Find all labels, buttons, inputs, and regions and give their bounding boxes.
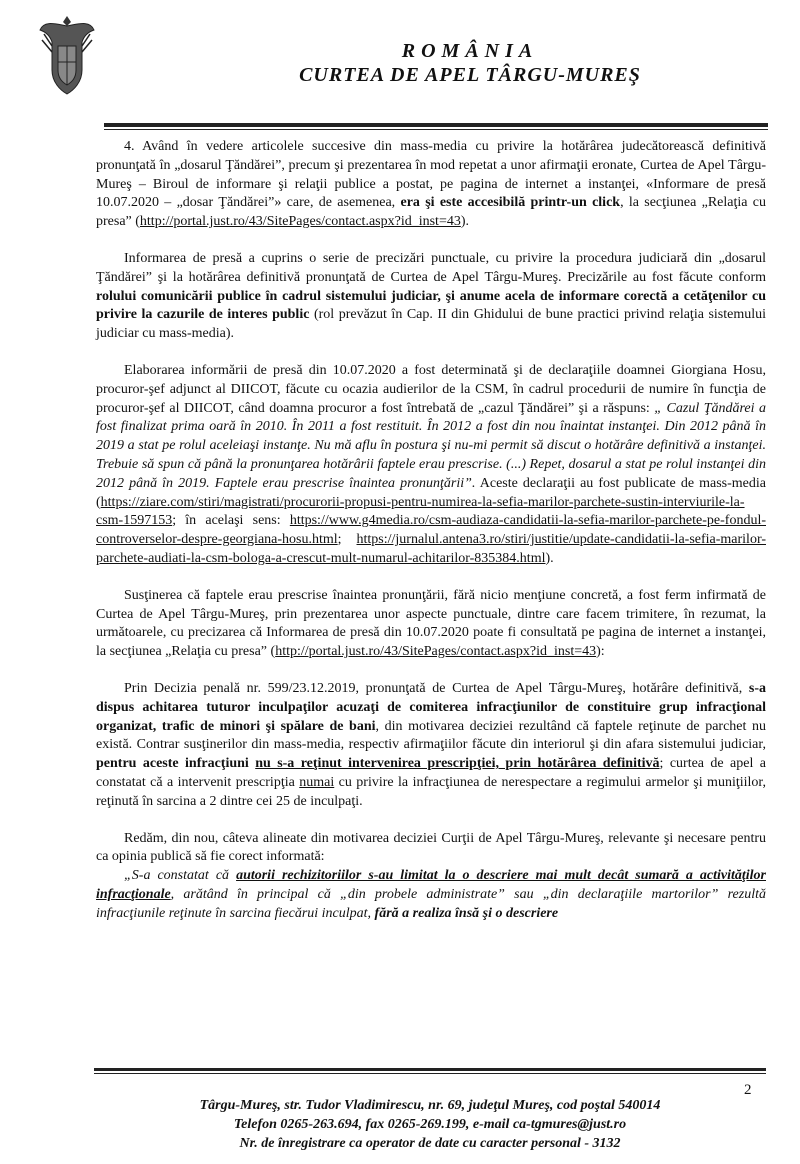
paragraph-text: Aceste declaraţii au fost publicate de mass-media ( (96, 475, 766, 510)
footer (90, 1096, 770, 1153)
ziare-link[interactable]: https://ziare.com/stiri/magistrati/procurorii-propusi-pentru-numirea-la-sefia-marilor-parchete-sustin-interviurile-la-csm-1597153 (96, 494, 745, 529)
paragraph-text: , din motivarea deciziei rezultând că faptele reţinute de parchet nu există. Contrar susţinerilor din mass-media, respectiv afirmaţiilor făcute din interiorul şi din afara sistemului judiciar, (96, 718, 766, 753)
coat-of-arms-icon (38, 12, 96, 98)
footer-registration: Nr. de înregistrare ca operator de date cu caracter personal - 3132 (239, 1136, 621, 1151)
bold-underline-text: nu s-a reţinut intervenirea prescripţiei, prin hotărârea definitivă (255, 756, 660, 772)
underline-text: numai (299, 774, 335, 790)
paragraph-text: 4. Având în vedere articolele succesive din mass-media cu privire la hotărârea judecătorească definitivă pronunţată în „dosarul Ţăndărei”, precum şi prezentarea în mod repetat a unor afirmaţii eronate, Curtea de Apel Târgu-Mureş – Biroul de informare şi relaţii publice a postat, pe pagina de internet a instanţei, «Informare de presă 10.07.2020 – „dosar Ţăndărei”» care, de asemenea, (96, 139, 766, 211)
header-divider-thin (104, 129, 768, 130)
paragraph-text: Informarea de presă a cuprins o serie de precizări punctuale, cu privire la procedura judiciară din „dosarul Ţăndărei” şi la hotărârea definitivă pronunţată de Curtea de Apel Târgu-Mureş. Precizările au fost făcute conform (96, 250, 766, 285)
paragraph-quote (96, 867, 766, 923)
paragraph-text: ; în acelaşi sens: (172, 513, 290, 529)
paragraph-text: cu privire la infracţiunea de nerespectare a regimului armelor şi muniţiilor, reţinută în sarcina a 2 dintre cei 25 de inculpaţi. (96, 774, 766, 809)
header-country: ROMÂNIA (401, 40, 539, 62)
document-body (96, 138, 766, 941)
quote-text: „S-a constatat că (124, 868, 237, 884)
g4media-link[interactable]: https://www.g4media.ro/csm-audiaza-candidatii-la-sefia-marilor-parchete-pe-fondul-controverselor-despre-georgiana-hosu.html (96, 513, 766, 548)
footer-divider-thin (94, 1073, 766, 1074)
paragraph-restate (96, 830, 766, 868)
paragraph-text: ; curtea de apel a constatat că a intervenit prescripţia (96, 756, 767, 790)
bold-text: s-a dispus achitarea tuturor inculpaţilor acuzaţi de comiterea infracţiunilor de constituire grup infracţional organizat, trafic de minori şi spălare de bani (96, 680, 766, 734)
paragraph-text: , la secţiunea „Relaţia cu presa” ( (96, 195, 767, 230)
paragraph-text: Prin Decizia penală nr. 599/23.12.2019, pronunţată de Curtea de Apel Târgu-Mureş, hotărâre definitivă, (124, 680, 749, 696)
quote-text: , arătând în principal că „din probele administrate” sau „din declaraţiile martorilor” rezultă infracţiunile reţinute în sarcina fiecărui inculpat, (96, 886, 766, 921)
paragraph-text: Redăm, din nou, câteva alineate din motivarea deciziei Curţii de Apel Târgu-Mureş, relevante şi necesare pentru ca opinia publică să fie corect informată: (96, 830, 766, 865)
header-court: CURTEA DE APEL TÂRGU-MUREŞ (299, 64, 641, 86)
footer-divider (94, 1068, 766, 1071)
paragraph-text: (rol prevăzut în Cap. II din Ghidului de bune practici privind relaţia sistemului judiciar cu mass-media). (96, 307, 767, 342)
paragraph-elaboration (96, 362, 766, 569)
paragraph-support (96, 587, 766, 662)
paragraph-text: Elaborarea informării de presă din 10.07.2020 a fost determinată şi de declaraţiile doamnei Giorgiana Hosu, procuror-şef adjunct al DIICOT, făcute cu ocazia audierilor de la CSM, în cadrul procedurii de numire în funcţia de procuror-şef al DIICOT, când doamna procuror a fost întrebată de „cazul Ţăndărei” şi a răspuns: (96, 362, 766, 416)
bold-underline-text: autorii rechizitoriilor s-au limitat la o descriere mai mult decât sumară a activităţilor infracţionale (96, 868, 766, 902)
paragraph-4 (96, 138, 766, 232)
page-number: 2 (744, 1082, 752, 1098)
press-page-link[interactable]: http://portal.just.ro/43/SitePages/contact.aspx?id_inst=43 (275, 644, 597, 660)
bold-text: fără a realiza însă şi o descriere (374, 905, 559, 921)
paragraph-text: ): (596, 644, 605, 660)
paragraph-text: Susţinerea că faptele erau prescrise înaintea pronunţării, fără nicio menţiune concretă, a fost ferm infirmată de Curtea de Apel Târgu-Mureş, prin prezentarea unor aspecte punctuale, dintre care facem trimitere, în rezumat, la următoarele, cu precizarea că Informarea de presă din 10.07.2020 poate fi consultată pe pagina de internet a instanţei, la secţiunea „Relaţia cu presa” ( (96, 587, 766, 660)
bold-text: rolului comunicării publice în cadrul sistemului judiciar, şi anume acela de informare corectă a cetăţenilor cu privire la cazurile de interes public (96, 288, 766, 323)
bold-text: pentru aceste infracţiuni (96, 756, 256, 772)
paragraph-text: ). (460, 214, 470, 230)
footer-address: Târgu-Mureş, str. Tudor Vladimirescu, nr. 69, judeţul Mureş, cod poştal 540014 (199, 1098, 661, 1113)
paragraph-text: ). (545, 550, 554, 566)
paragraph-decision (96, 680, 766, 812)
press-page-link[interactable]: http://portal.just.ro/43/SitePages/contact.aspx?id_inst=43 (139, 214, 461, 230)
quote-text: „ Cazul Ţăndărei a fost finalizat prima oară în 2010. În 2011 a fost restituit. În 2012 a fost din nou înaintat instanţei. Din 2012 până în 2019 a stat pe rolul aceleiaşi instanţe. Nu mă aflu în postura şi nu-mi permit să discut o hotărâre definitivă a instanţei. Trebuie să spun că până la pronunţarea hotărârii faptele erau prescrise. (...) Repet, dosarul a stat pe rolul instanţei din 2012 până în 2019. Faptele erau prescrise înaintea pronunţării”. (96, 400, 767, 491)
jurnalul-link[interactable]: https://jurnalul.antena3.ro/stiri/justitie/update-candidatii-la-sefia-marilor-parchete-audiati-la-csm-bologa-a-crescut-mult-numarul-achitarilor-835384.html (96, 532, 766, 566)
header-divider (104, 123, 768, 127)
bold-text: era şi este accesibilă printr-un click (400, 195, 621, 211)
footer-contact: Telefon 0265-263.694, fax 0265-269.199, e-mail ca-tgmures@just.ro (233, 1117, 627, 1132)
paragraph-press-info (96, 250, 766, 344)
paragraph-text: ; (337, 532, 357, 548)
